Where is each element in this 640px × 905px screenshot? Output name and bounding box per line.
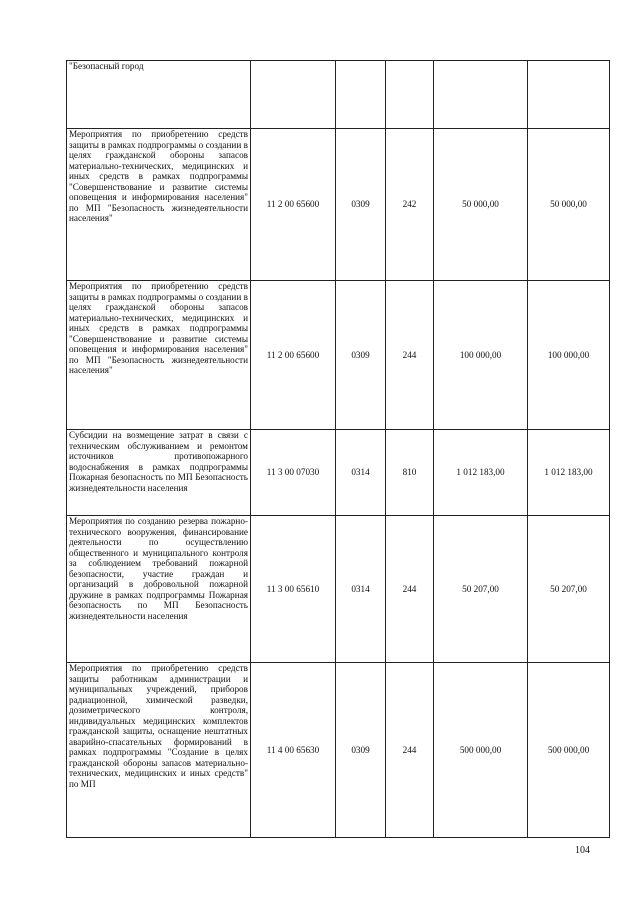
expense-type: 244 [386, 663, 434, 838]
table-row [67, 663, 610, 838]
row-description: Субсидии на возмещение затрат в связи с техническим обслуживанием и ремонтом источников противопожарного водоснабжения в рамках подпрограммы Пожарная безопасность по МП Безопасность жизнедеятельности населения [67, 430, 251, 516]
target-code: 11 2 00 65600 [251, 129, 336, 281]
executed-amount: 500 000,00 [528, 663, 610, 838]
budget-table [66, 60, 610, 838]
section-code: 0314 [336, 516, 386, 663]
expense-type: 244 [386, 281, 434, 430]
planned-amount: 100 000,00 [434, 281, 528, 430]
planned-amount [434, 61, 528, 129]
section-code: 0314 [336, 430, 386, 516]
expense-type: 242 [386, 129, 434, 281]
target-code [251, 61, 336, 129]
table-row [67, 430, 610, 516]
planned-amount: 1 012 183,00 [434, 430, 528, 516]
executed-amount: 50 207,00 [528, 516, 610, 663]
row-description: Мероприятия по созданию резерва пожарно-технического вооружения, финансирование деятельности по осуществлению общественного и муниципального контроля за соблюдением требований пожарной безопасности, участие граждан и организаций в добровольной пожарной дружине в рамках подпрограммы Пожарная безопасность по МП Безопасность жизнедеятельности населения [67, 516, 251, 663]
row-description: Мероприятия по приобретению средств защиты работникам администрации и муниципальных учреждений, приборов радиационной, химической разведки, дозиметрического контроля, индивидуальных медицинских комплектов гражданской защиты, оснащение нештатных аварийно-спасательных формирований в рамках подпрограммы "Создание в целях гражданской обороны запасов материально-технических, медицинских и иных средств" по МП [67, 663, 251, 838]
planned-amount: 50 207,00 [434, 516, 528, 663]
target-code: 11 3 00 65610 [251, 516, 336, 663]
row-description: Мероприятия по приобретению средств защиты в рамках подпрограммы о создании в целях гражданской обороны запасов материально-технических, медицинских и иных средств в рамках подпрограммы "Совершенствование и развитие системы оповещения и информирования населения" по МП "Безопасность жизнедеятельности населения" [67, 129, 251, 281]
expense-type: 810 [386, 430, 434, 516]
table-row [67, 516, 610, 663]
planned-amount: 50 000,00 [434, 129, 528, 281]
planned-amount: 500 000,00 [434, 663, 528, 838]
expense-type: 244 [386, 516, 434, 663]
target-code: 11 4 00 65630 [251, 663, 336, 838]
target-code: 11 3 00 07030 [251, 430, 336, 516]
target-code: 11 2 00 65600 [251, 281, 336, 430]
table-row [67, 281, 610, 430]
row-description: Мероприятия по приобретению средств защиты в рамках подпрограммы о создании в целях гражданской обороны запасов материально-технических, медицинских и иных средств в рамках подпрограммы "Совершенствование и развитие системы оповещения и информирования населения" по МП "Безопасность жизнедеятельности населения" [67, 281, 251, 430]
section-code: 0309 [336, 129, 386, 281]
executed-amount: 50 000,00 [528, 129, 610, 281]
executed-amount: 100 000,00 [528, 281, 610, 430]
row-description: "Безопасный город [67, 61, 251, 129]
executed-amount [528, 61, 610, 129]
section-code [336, 61, 386, 129]
executed-amount: 1 012 183,00 [528, 430, 610, 516]
page-number: 104 [575, 845, 590, 856]
section-code: 0309 [336, 663, 386, 838]
table-row [67, 129, 610, 281]
expense-type [386, 61, 434, 129]
table-row [67, 61, 610, 129]
section-code: 0309 [336, 281, 386, 430]
